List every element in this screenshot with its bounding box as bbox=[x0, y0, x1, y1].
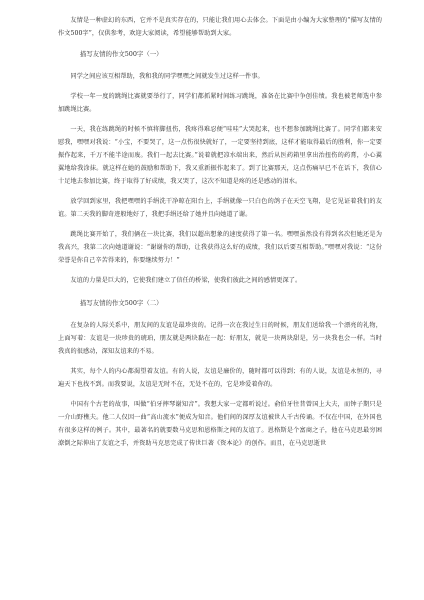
intro-paragraph: 友情是一种虚幻的东西，它并不是真实存在的，只能让我们用心去体会。下面是由小编为大家整理的“描写友情的作文500字”，仅供参考，欢迎大家阅读，希望能够帮助到大家。 bbox=[58, 17, 382, 37]
paragraph: 友谊的力量是巨大的，它使我们建立了信任的桥梁，使我们彼此之间的感情更深了。 bbox=[70, 277, 302, 284]
paragraph: 学校一年一度的跳绳比赛就要举行了，同学们都抓紧时间练习跳绳，准备在比赛中争创佳绩。我也被老师选中参加跳绳比赛。 bbox=[58, 93, 382, 113]
paragraph: 跳绳比赛开始了，我们俩在一块比赛，我们以超出想象的速度获得了第一名。嘿嘿虽然没有得到名次但她还是为我高兴，我第二次向她道谢说：“谢谢你的帮助，让我获得这么好的成绩，我们以后要互相帮助。”嘿嘿对我说：“这份荣誉是你自己辛苦得来的，你要继续努力！” bbox=[58, 231, 382, 264]
paragraph: 中国有个古老的故事，叫做“伯牙摔琴谢知音”。我想大家一定都听说过。俞伯牙往昔曾国上大夫，而钟子期只是一介山野樵夫。他二人仅因一曲“高山流水”便成为知音。他们间的深厚友谊被世人千古传诵。不仅在中国，在外国也有很多这样的例子。其中，最著名的就要数马克思和恩格斯之间的友谊了。恩格斯是个富商之子，他在马克思最穷困潦倒之际伸出了友谊之手，并资助马克思完成了传世巨著《资本论》的创作。而且，在马克思逝世 bbox=[58, 401, 382, 447]
paragraph: 一天，我在练跳绳的时候不慎将脚扭伤，我疼得难忍便“哇哇”大哭起来，也不想参加跳绳比赛了。同学们都来安慰我，嘿嘿对我说：“小宝，不要哭了，这一点伤很快就好了，一定要坚持到底，这样才能取得最后的胜利，你一定要振作起来，千万不能半途而废。我们一起去比赛。”说着就把凉水端出来，然后从医药箱里拿出治扭伤的药膏，小心翼翼地给我涂抹。就这样在她的鼓励和帮助下，我又重新振作起来了。到了比赛那天，这点伤痛早已不在话下，我信心十足地去参加比赛，终于取得了好成绩，我又哭了，这次不知道是疼的还是感动的泪水。 bbox=[58, 126, 382, 185]
paragraph: 其实，每个人的内心都渴望着友谊。有的人说，友谊是廉价的，随时都可以得到；有的人说，友谊是永恒的，寻遍天下也找不到。而我要说，友谊是无时不在，无处不在的，它是珍爱着你的。 bbox=[58, 368, 382, 388]
section-heading-1: 描写友情的作文500字（一） bbox=[80, 50, 163, 58]
paragraph: 在复杂的人际关系中，朋友间的友谊是最珍贵的。记得一次在我过生日的时候，朋友们送给我一个漂亮的礼物，上面写着：友谊是一块珍贵的琥珀，朋友就是两块黏在一起：好朋友，就是一块两块甜是，另一块我也会一样。当时我真的很感动，深知友谊来的不易。 bbox=[58, 322, 382, 355]
paragraph: 同学之间应该互相帮助，我和我的同学嘿嘿之间就发生过这样一件事。 bbox=[70, 73, 264, 80]
paragraph: 放学回到家里，我把嘿嘿的手绢洗干净晾在阳台上，手绢就像一只白色的鸽子在天空飞翔，是它见证着我们的友谊。第二天我的脚奇迹般地好了，我把手绢还给了她并且向她道了谢。 bbox=[58, 198, 382, 218]
section-heading-2: 描写友情的作文500字（二） bbox=[80, 299, 163, 307]
